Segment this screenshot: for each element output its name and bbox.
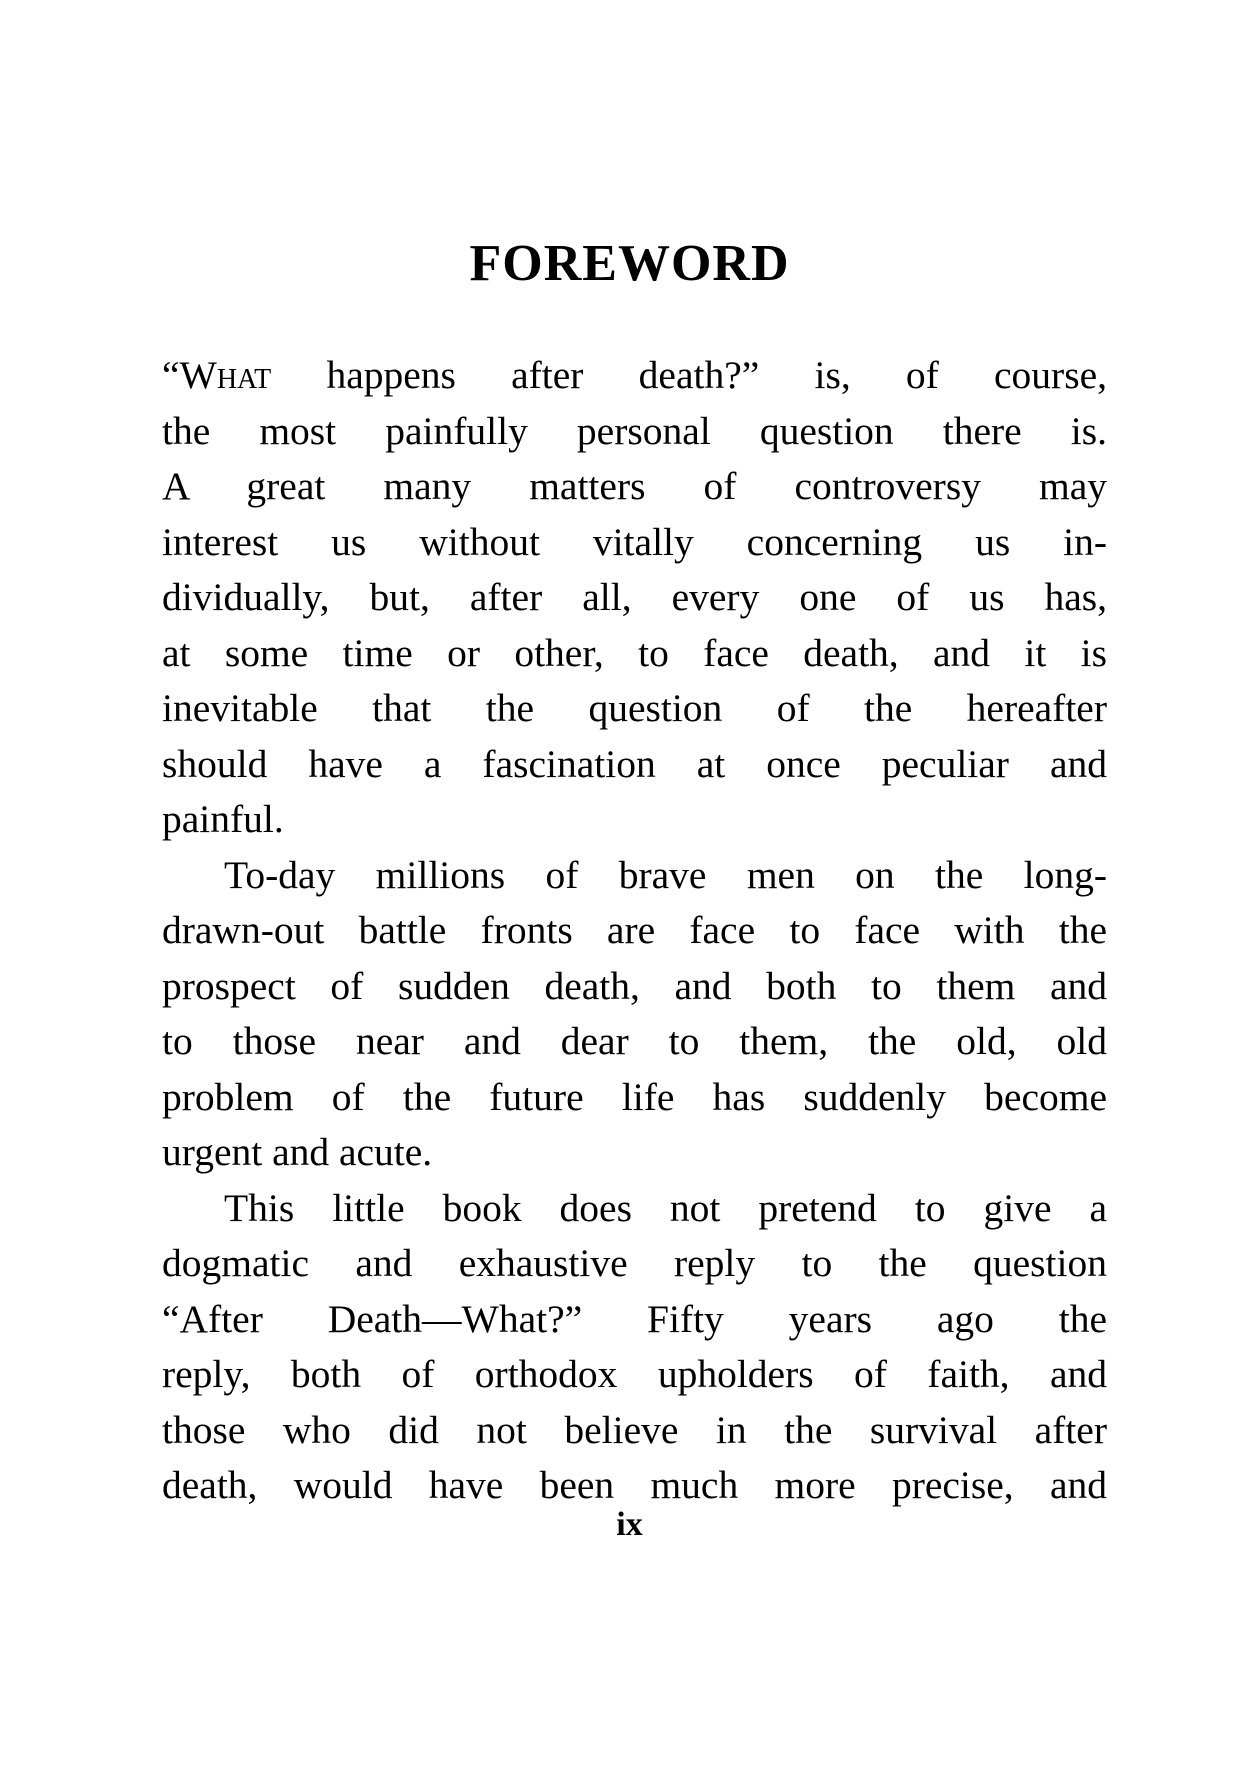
text-line: problem of the future life has suddenly become [162, 1074, 1107, 1119]
text-line: the most painfully personal question there is. [162, 408, 1107, 453]
paragraph-2 [162, 848, 1107, 1181]
text-line: A great many matters of controversy may [162, 464, 1107, 508]
body-text [162, 348, 1107, 1514]
text-line: those who did not believe in the survival after [162, 1407, 1107, 1452]
text-line: painful. [162, 797, 284, 841]
text-line: drawn-out battle fronts are face to face with the [162, 908, 1107, 952]
text-line: This little book does not pretend to give a [224, 1185, 1107, 1230]
text-line: inevitable that the question of the hereafter [162, 686, 1107, 730]
text-line: “After Death—What?” Fifty years ago the [162, 1296, 1107, 1341]
chapter-title: FOREWORD [469, 235, 790, 292]
text-line: reply, both of orthodox upholders of faith, and [162, 1352, 1107, 1396]
text-line: should have a fascination at once peculiar and [162, 741, 1107, 786]
page-number: ix [616, 1506, 643, 1543]
text-line [162, 348, 1107, 404]
text-line: to those near and dear to them, the old, old [162, 1019, 1107, 1063]
paragraph-1 [162, 348, 1107, 848]
text-line: dogmatic and exhaustive reply to the question [162, 1241, 1107, 1285]
paragraph-3 [162, 1181, 1107, 1514]
opening-word: “What [162, 353, 272, 397]
text-line: at some time or other, to face death, and it is [162, 630, 1107, 675]
text-line: To-day millions of brave men on the long- [224, 852, 1107, 897]
text-line: dividually, but, after all, every one of us has, [162, 575, 1107, 619]
text-line: interest us without vitally concerning us in- [162, 519, 1107, 564]
text-line-rest: happens after death?” is, of course, [271, 353, 1107, 397]
text-line: prospect of sudden death, and both to them and [162, 963, 1107, 1008]
text-line: urgent and acute. [162, 1130, 433, 1174]
text-line: death, would have been much more precise, and [162, 1463, 1107, 1507]
